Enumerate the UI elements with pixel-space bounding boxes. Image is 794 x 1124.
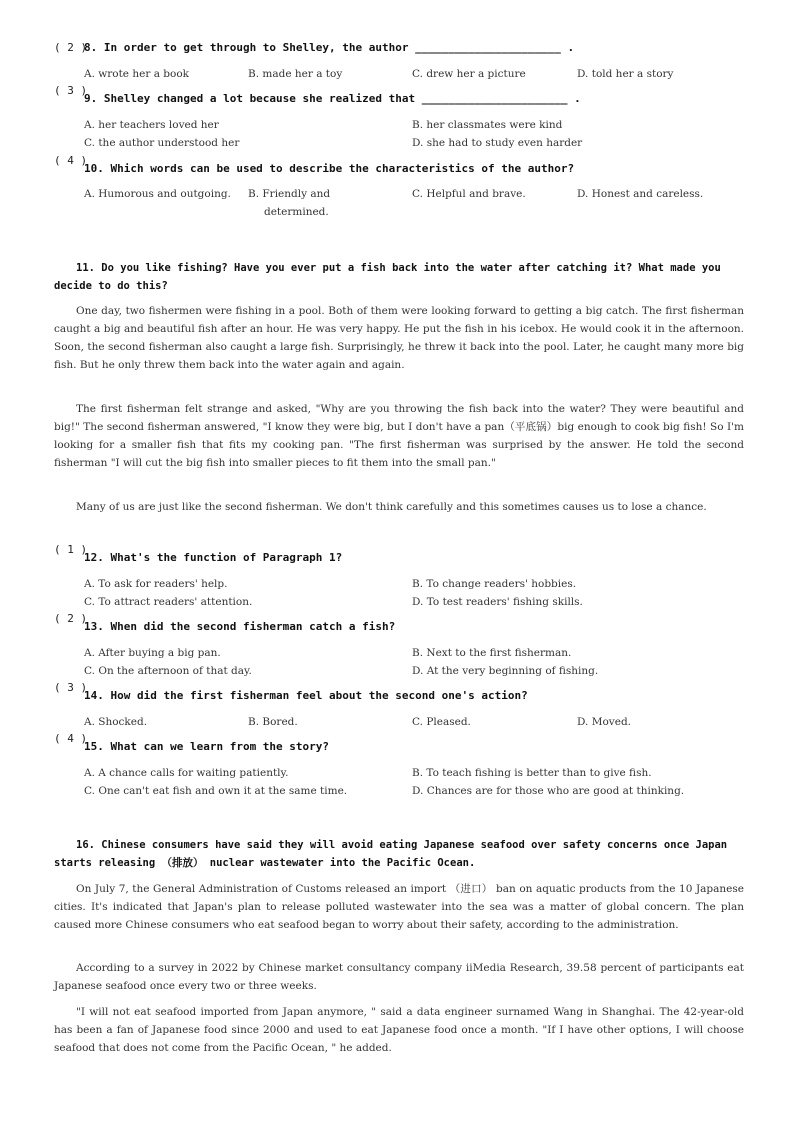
question-text: 8. In order to get through to Shelley, the author ______________________ . bbox=[84, 41, 575, 54]
option-a[interactable]: A. wrote her a book bbox=[84, 68, 190, 80]
question-number: ( 4 ) bbox=[54, 154, 88, 167]
option-c[interactable]: C. On the afternoon of that day. bbox=[84, 665, 252, 677]
option-c[interactable]: C. Helpful and brave. bbox=[412, 188, 526, 200]
option-c[interactable]: C. Pleased. bbox=[412, 716, 471, 728]
option-d[interactable]: D. she had to study even harder bbox=[412, 137, 583, 149]
option-a[interactable]: A. Shocked. bbox=[84, 716, 148, 728]
option-d[interactable]: D. At the very beginning of fishing. bbox=[412, 665, 599, 677]
option-d[interactable]: D. Honest and careless. bbox=[577, 188, 704, 200]
question-text: 9. Shelley changed a lot because she realized that ______________________ . bbox=[84, 92, 581, 105]
question-text: 10. Which words can be used to describe the characteristics of the author? bbox=[84, 162, 575, 175]
option-d[interactable]: D. To test readers' fishing skills. bbox=[412, 596, 583, 608]
option-b[interactable]: B. To change readers' hobbies. bbox=[412, 578, 577, 590]
option-d[interactable]: D. Chances are for those who are good at thinking. bbox=[412, 785, 685, 797]
section-11-heading: 11. Do you like fishing? Have you ever put a fish back into the water after catching it? What made you decide to do this? bbox=[54, 262, 721, 292]
passage-paragraph: The first fisherman felt strange and asked, "Why are you throwing the fish back into the water? They were beautiful and big!" The second fisherman answered, "I know they were big, but I don't have a pan（平底锅）big enough to cook big fish! So I'm looking for a smaller fish that fits my cooking pan. "The first fisherman was surprised by the answer. He told the second fisherman "I will cut the big fish into smaller pieces to fit them into the small pan." bbox=[54, 403, 744, 469]
option-b[interactable]: B. Bored. bbox=[248, 716, 298, 728]
question-text: 13. When did the second fisherman catch a fish? bbox=[84, 620, 396, 633]
passage-paragraph: According to a survey in 2022 by Chinese market consultancy company iiMedia Research, 39.58 percent of participants eat Japanese seafood once every two or three weeks. bbox=[54, 962, 744, 992]
option-a[interactable]: A. Humorous and outgoing. bbox=[84, 188, 231, 200]
option-a[interactable]: A. To ask for readers' help. bbox=[84, 578, 228, 590]
option-b[interactable]: B. made her a toy bbox=[248, 68, 343, 80]
option-c[interactable]: C. One can't eat fish and own it at the same time. bbox=[84, 785, 348, 797]
question-number: ( 3 ) bbox=[54, 84, 88, 97]
option-a[interactable]: A. her teachers loved her bbox=[84, 119, 219, 131]
passage-paragraph: "I will not eat seafood imported from Japan anymore, " said a data engineer surnamed Wang in Shanghai. The 42-year-old has been a fan of Japanese food since 2000 and used to eat Japanese food once a month. "If I have other options, I will choose seafood that does not come from the Pacific Ocean, " he added. bbox=[54, 1006, 744, 1054]
question-number: ( 1 ) bbox=[54, 543, 88, 556]
option-a[interactable]: A. After buying a big pan. bbox=[84, 647, 221, 659]
passage-paragraph: Many of us are just like the second fisherman. We don't think carefully and this sometimes causes us to lose a chance. bbox=[76, 501, 707, 513]
option-d[interactable]: D. Moved. bbox=[577, 716, 631, 728]
passage-paragraph: On July 7, the General Administration of Customs released an import （进口） ban on aquatic products from the 10 Japanese cities. It's indicated that Japan's plan to release polluted wastewater into the sea was a matter of global concern. The plan caused more Chinese consumers who eat seafood began to worry about their safety, according to the administration. bbox=[54, 883, 744, 931]
option-c[interactable]: C. To attract readers' attention. bbox=[84, 596, 253, 608]
question-text: 14. How did the first fisherman feel about the second one's action? bbox=[84, 689, 528, 702]
option-c[interactable]: C. the author understood her bbox=[84, 137, 240, 149]
question-text: 12. What's the function of Paragraph 1? bbox=[84, 551, 343, 564]
question-number: ( 4 ) bbox=[54, 732, 88, 745]
option-b[interactable]: B. Friendly and determined. bbox=[248, 188, 331, 218]
section-16-heading: 16. Chinese consumers have said they will avoid eating Japanese seafood over safety concerns once Japan starts releasing （排放） nuclear wastewater into the Pacific Ocean. bbox=[54, 839, 728, 869]
option-a[interactable]: A. A chance calls for waiting patiently. bbox=[84, 767, 289, 779]
question-number: ( 3 ) bbox=[54, 681, 88, 694]
question-number: ( 2 ) bbox=[54, 612, 88, 625]
option-c[interactable]: C. drew her a picture bbox=[412, 68, 526, 80]
option-b[interactable]: B. Next to the first fisherman. bbox=[412, 647, 572, 659]
question-number: ( 2 ) bbox=[54, 41, 88, 54]
passage-paragraph: One day, two fishermen were fishing in a pool. Both of them were looking forward to getting a big catch. The first fisherman caught a big and beautiful fish after an hour. He was very happy. He put the fish in his icebox. He would cook it in the afternoon. Soon, the second fisherman also caught a large fish. Surprisingly, he threw it back into the pool. Later, he caught many more big fish. But he only threw them back into the water again and again. bbox=[54, 305, 744, 371]
question-text: 15. What can we learn from the story? bbox=[84, 740, 330, 753]
option-d[interactable]: D. told her a story bbox=[577, 68, 674, 80]
option-b[interactable]: B. To teach fishing is better than to give fish. bbox=[412, 767, 652, 779]
option-b[interactable]: B. her classmates were kind bbox=[412, 119, 563, 131]
